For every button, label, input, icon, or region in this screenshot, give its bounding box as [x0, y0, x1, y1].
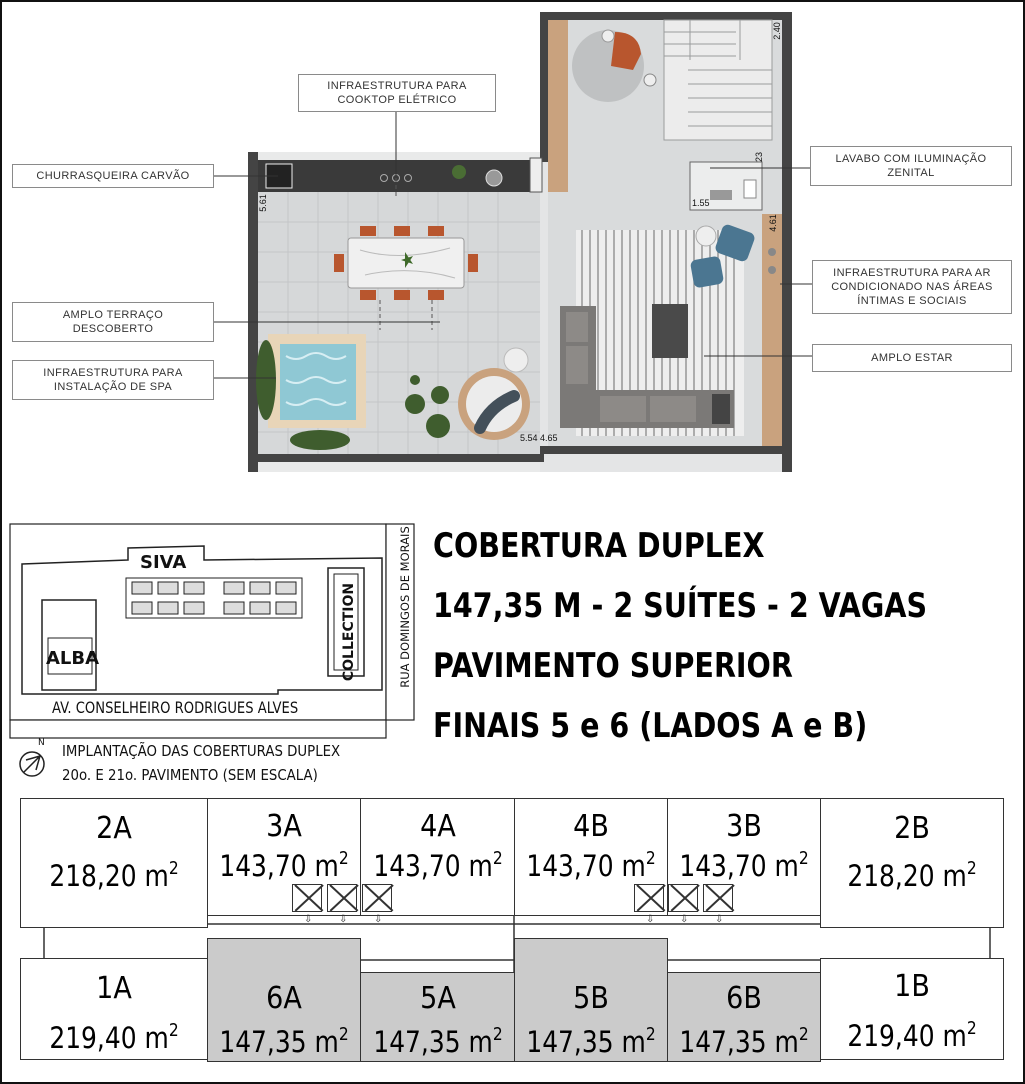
unit-name: 6A: [266, 981, 302, 1016]
title-line-3: PAVIMENTO SUPERIOR: [433, 646, 793, 686]
callout-churrasqueira-line1: CHURRASQUEIRA CARVÃO: [36, 170, 190, 182]
unit-area: 219,40 $m^2$: [847, 1018, 977, 1053]
unit-area: 143,70 $m^2$: [526, 848, 656, 883]
title-line-4: FINAIS 5 e 6 (LADOS A e B): [433, 706, 868, 746]
dim-461: 4.61: [767, 214, 778, 232]
siva-building: [126, 578, 302, 618]
sink: [486, 170, 502, 186]
callout-terraco-line2: DESCOBERTO: [72, 323, 154, 335]
unit-name: 2A: [96, 811, 132, 846]
unit-name: 3A: [266, 809, 302, 844]
site-label-rua: RUA DOMINGOS DE MORAIS: [398, 526, 412, 688]
unit-name: 3B: [726, 809, 762, 844]
unit-area: 143,70 $m^2$: [679, 848, 809, 883]
site-north-label: N: [38, 738, 45, 748]
unit-name: 2B: [894, 811, 930, 846]
avenida-strip: [10, 720, 386, 738]
unit-name: 1B: [894, 969, 930, 1004]
unit-area: 147,35 $m^2$: [526, 1024, 656, 1059]
unit-2B[interactable]: [820, 798, 1004, 928]
unit-area: 218,20 $m^2$: [847, 858, 977, 893]
wall-bottom: [248, 454, 544, 462]
elevator-box-icon: [362, 884, 392, 912]
site-label-avenida: AV. CONSELHEIRO RODRIGUES ALVES: [52, 698, 299, 717]
wall-upper-left: [540, 12, 548, 162]
callout-ar-line2: CONDICIONADO NAS ÁREAS: [831, 281, 993, 293]
callout-ar-line1: INFRAESTRUTURA PARA AR: [833, 267, 991, 279]
unit-5A[interactable]: [360, 972, 516, 1062]
unit-6A[interactable]: [207, 938, 361, 1062]
callout-spa: [12, 360, 214, 400]
dim-561: 5.61: [257, 194, 268, 212]
unit-1B[interactable]: [820, 958, 1004, 1060]
elevator-box-icon: [668, 884, 698, 912]
title-line-1: COBERTURA DUPLEX: [433, 526, 765, 566]
unit-area: 219,40 $m^2$: [49, 1020, 179, 1055]
callout-cooktop: [298, 74, 496, 112]
callout-ar-condicionado: [812, 260, 1012, 314]
unit-5B[interactable]: [514, 938, 668, 1062]
unit-area: 143,70 $m^2$: [373, 848, 503, 883]
stairs: [664, 20, 772, 140]
unit-2A[interactable]: [20, 798, 208, 928]
dim-23: 23: [754, 151, 765, 163]
callout-terraco-line1: AMPLO TERRAÇO: [62, 309, 164, 321]
arrow-down-icon: ⇩: [680, 914, 689, 925]
blue-armchair-2: [690, 256, 724, 289]
site-caption-line1: IMPLANTAÇÃO DAS COBERTURAS DUPLEX: [62, 742, 341, 760]
site-label-collection: COLLECTION: [341, 582, 358, 682]
unit-area: 147,35 $m^2$: [679, 1024, 809, 1059]
title-line-2: 147,35 M - 2 SUÍTES - 2 VAGAS: [433, 586, 928, 626]
callout-ar-line3: ÍNTIMAS E SOCIAIS: [857, 295, 967, 307]
arrow-down-icon: ⇩: [646, 914, 655, 925]
callout-terraco: [12, 302, 214, 342]
wall-upper-top: [540, 12, 792, 20]
unit-name: 4A: [420, 809, 456, 844]
coffee-table: [652, 304, 688, 358]
wall-right-bottom: [540, 446, 792, 454]
unit-name: 5A: [420, 981, 456, 1016]
unit-area: 147,35 $m^2$: [373, 1024, 503, 1059]
dim-240: 2.40: [771, 22, 782, 40]
arrow-down-icon: ⇩: [715, 914, 724, 925]
dim-155: 1.55: [692, 198, 710, 208]
dim-554: 5.54: [520, 433, 538, 443]
unit-name: 1A: [96, 971, 132, 1006]
elevator-box-icon: [634, 884, 664, 912]
elevator-box-icon: [327, 884, 357, 912]
elevator-box-icon: [703, 884, 733, 912]
floor-plan: [0, 0, 1025, 500]
arrow-down-icon: ⇩: [339, 914, 348, 925]
callout-lavabo: [810, 146, 1012, 186]
elevator-box-icon: [292, 884, 322, 912]
site-label-siva: SIVA: [140, 552, 187, 573]
callout-churrasqueira: [12, 164, 214, 188]
unit-area: 143,70 $m^2$: [219, 848, 349, 883]
wall-left: [248, 152, 258, 472]
unit-name: 4B: [573, 809, 609, 844]
callout-spa-line1: INFRAESTRUTURA PARA: [43, 367, 183, 379]
site-caption-line2: 20o. E 21o. PAVIMENTO (SEM ESCALA): [62, 766, 318, 784]
arrow-down-icon: ⇩: [304, 914, 313, 925]
callout-estar-line1: AMPLO ESTAR: [871, 352, 953, 364]
unit-area: 147,35 $m^2$: [219, 1024, 349, 1059]
unit-name: 5B: [573, 981, 609, 1016]
wood-panel-left: [548, 20, 568, 192]
callout-cooktop-line2: COOKTOP ELÉTRICO: [337, 94, 457, 106]
callout-lavabo-line1: LAVABO COM ILUMINAÇÃO: [835, 153, 987, 165]
unit-name: 6B: [726, 981, 762, 1016]
unit-1A[interactable]: [20, 958, 208, 1060]
dim-465: 4.65: [540, 433, 558, 443]
wall-right: [782, 12, 792, 472]
callout-estar: [812, 344, 1012, 372]
callout-spa-line2: INSTALAÇÃO DE SPA: [53, 381, 173, 393]
site-label-alba: ALBA: [46, 648, 100, 669]
callout-lavabo-line2: ZENITAL: [887, 167, 935, 179]
callout-cooktop-line1: INFRAESTRUTURA PARA: [327, 80, 467, 92]
unit-6B[interactable]: [667, 972, 821, 1062]
arrow-down-icon: ⇩: [374, 914, 383, 925]
unit-area: 218,20 $m^2$: [49, 858, 179, 893]
